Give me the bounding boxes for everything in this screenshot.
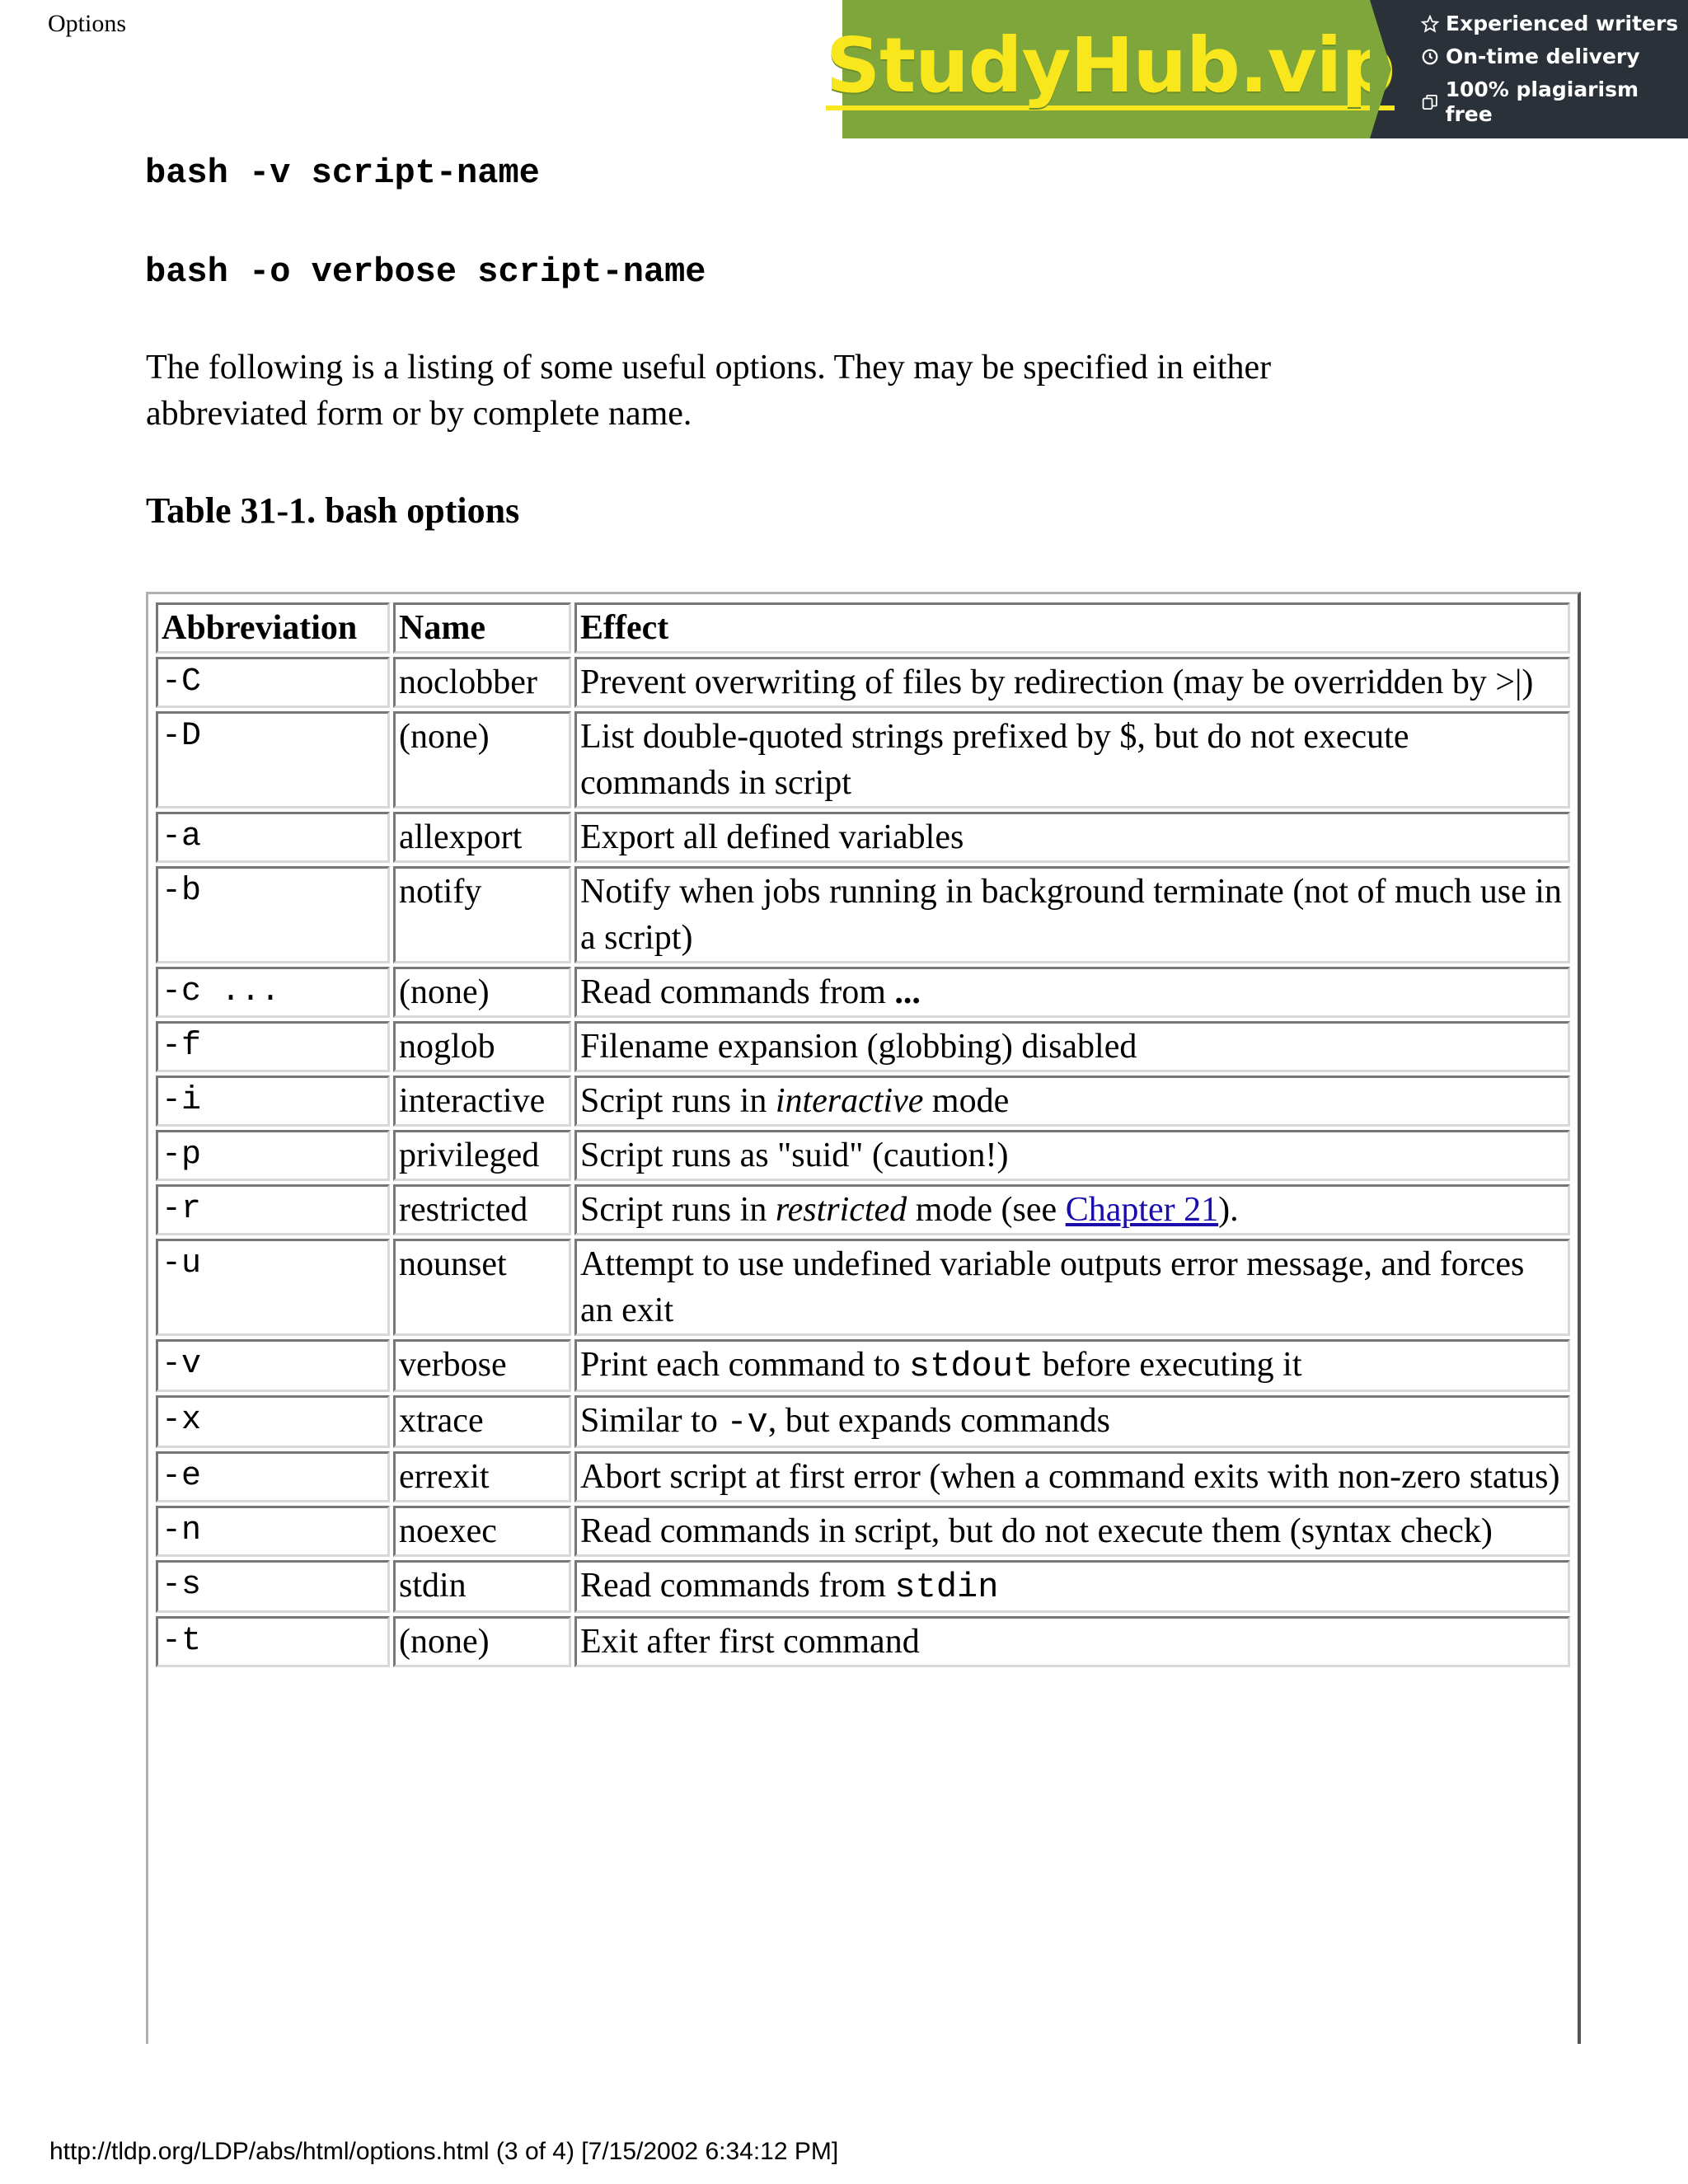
effect-cell — [574, 1339, 1570, 1392]
table-row — [156, 657, 1570, 708]
banner-feature — [1421, 77, 1688, 127]
effect-bold: ... — [894, 973, 921, 1011]
effect-cell — [574, 967, 1570, 1018]
name-cell: allexport — [393, 812, 571, 863]
table-header-row — [156, 602, 1570, 654]
intro-paragraph: The following is a listing of some useful options. They may be specified in either abbreviated form or by complete name. — [146, 349, 1272, 433]
effect-cell: Filename expansion (globbing) disabled — [574, 1021, 1570, 1072]
effect-cell — [574, 1076, 1570, 1127]
effect-cell: Abort script at first error (when a command exits with non-zero status) — [574, 1451, 1570, 1502]
abbreviation-cell: -p — [156, 1130, 390, 1181]
effect-text: mode (see — [907, 1191, 1066, 1229]
header-abbreviation: Abbreviation — [156, 602, 390, 654]
abbreviation-cell: -v — [156, 1339, 390, 1392]
effect-text: Similar to — [580, 1402, 727, 1440]
effect-text: Script runs in — [580, 1191, 776, 1229]
name-cell: (none) — [393, 711, 571, 808]
name-cell: privileged — [393, 1130, 571, 1181]
name-cell: notify — [393, 866, 571, 963]
abbreviation-cell: -x — [156, 1395, 390, 1448]
effect-text: ). — [1218, 1191, 1239, 1229]
abbreviation-cell: -f — [156, 1021, 390, 1072]
effect-text: Read commands from — [580, 1567, 895, 1605]
name-cell: nounset — [393, 1239, 571, 1336]
name-cell: (none) — [393, 967, 571, 1018]
abbreviation-cell: -a — [156, 812, 390, 863]
table-row — [156, 1616, 1570, 1667]
table-row — [156, 967, 1570, 1018]
table-row — [156, 1184, 1570, 1235]
header-effect: Effect — [574, 602, 1570, 654]
star-outline-icon — [1421, 15, 1439, 33]
effect-text: Script runs in — [580, 1082, 776, 1120]
effect-cell: List double-quoted strings prefixed by $, but do not execute commands in script — [574, 711, 1570, 808]
banner-features — [1370, 0, 1688, 138]
name-cell: xtrace — [393, 1395, 571, 1448]
name-cell: restricted — [393, 1184, 571, 1235]
effect-cell: Attempt to use undefined variable outputs error message, and forces an exit — [574, 1239, 1570, 1336]
name-cell: verbose — [393, 1339, 571, 1392]
abbreviation-cell: -c ... — [156, 967, 390, 1018]
abbreviation-cell: -n — [156, 1506, 390, 1557]
options-table — [152, 599, 1573, 1671]
table-row — [156, 711, 1570, 808]
banner-feature-label: On-time delivery — [1446, 45, 1640, 68]
banner-logo-area[interactable] — [825, 0, 1395, 138]
effect-emphasis: interactive — [775, 1082, 924, 1120]
effect-cell: Notify when jobs running in background terminate (not of much use in a script) — [574, 866, 1570, 963]
header-name: Name — [393, 602, 571, 654]
effect-text: mode — [923, 1082, 1010, 1120]
table-row — [156, 1239, 1570, 1336]
effect-text: Read commands from — [580, 973, 895, 1011]
copy-icon — [1421, 93, 1439, 111]
effect-cell — [574, 1395, 1570, 1448]
clock-icon — [1421, 48, 1439, 66]
banner-feature-label: 100% plagiarism free — [1445, 77, 1639, 126]
effect-cell: Prevent overwriting of files by redirection (may be overridden by >|) — [574, 657, 1570, 708]
effect-text: Print each command to — [580, 1346, 909, 1384]
table-row — [156, 1021, 1570, 1072]
effect-cell — [574, 1184, 1570, 1235]
abbreviation-cell: -e — [156, 1451, 390, 1502]
effect-cell — [574, 1560, 1570, 1613]
effect-code: stdin — [894, 1568, 999, 1607]
abbreviation-cell: -t — [156, 1616, 390, 1667]
table-row — [156, 866, 1570, 963]
effect-code: stdout — [908, 1347, 1034, 1386]
table-row — [156, 1451, 1570, 1502]
effect-cell: Export all defined variables — [574, 812, 1570, 863]
abbreviation-cell: -u — [156, 1239, 390, 1336]
name-cell: interactive — [393, 1076, 571, 1127]
banner-feature — [1421, 45, 1688, 69]
table-row — [156, 1506, 1570, 1557]
table-row — [156, 1395, 1570, 1448]
effect-code: -v — [726, 1403, 768, 1442]
table-row — [156, 812, 1570, 863]
banner-feature — [1421, 12, 1688, 36]
name-cell: errexit — [393, 1451, 571, 1502]
abbreviation-cell: -b — [156, 866, 390, 963]
effect-cell: Script runs as "suid" (caution!) — [574, 1130, 1570, 1181]
page-footer-url: http://tldp.org/LDP/abs/html/options.html (3 of 4) [7/15/2002 6:34:12 PM] — [49, 2138, 839, 2165]
abbreviation-cell: -C — [156, 657, 390, 708]
studyhub-banner[interactable] — [825, 0, 1688, 138]
table-body — [156, 657, 1570, 1667]
name-cell: noclobber — [393, 657, 571, 708]
abbreviation-cell: -r — [156, 1184, 390, 1235]
abbreviation-cell: -D — [156, 711, 390, 808]
command-line: bash -o verbose script-name — [145, 252, 706, 292]
name-cell: noexec — [393, 1506, 571, 1557]
effect-text: , but expands commands — [767, 1402, 1111, 1440]
effect-cell: Read commands in script, but do not execute them (syntax check) — [574, 1506, 1570, 1557]
table-caption: Table 31-1. bash options — [146, 490, 520, 531]
effect-text: before executing it — [1034, 1346, 1302, 1384]
name-cell: stdin — [393, 1560, 571, 1613]
name-cell: (none) — [393, 1616, 571, 1667]
page-header: Options — [48, 10, 127, 37]
command-line: bash -v script-name — [145, 153, 540, 193]
name-cell: noglob — [393, 1021, 571, 1072]
banner-logo[interactable]: StudyHub.vip — [825, 21, 1395, 110]
effect-cell: Exit after first command — [574, 1616, 1570, 1667]
chapter-21-link[interactable]: Chapter 21 — [1065, 1191, 1219, 1229]
effect-emphasis: restricted — [775, 1191, 907, 1229]
table-row — [156, 1130, 1570, 1181]
banner-feature-label: Experienced writers — [1446, 12, 1679, 35]
table-row — [156, 1339, 1570, 1392]
table-row — [156, 1560, 1570, 1613]
abbreviation-cell: -i — [156, 1076, 390, 1127]
abbreviation-cell: -s — [156, 1560, 390, 1613]
table-row — [156, 1076, 1570, 1127]
